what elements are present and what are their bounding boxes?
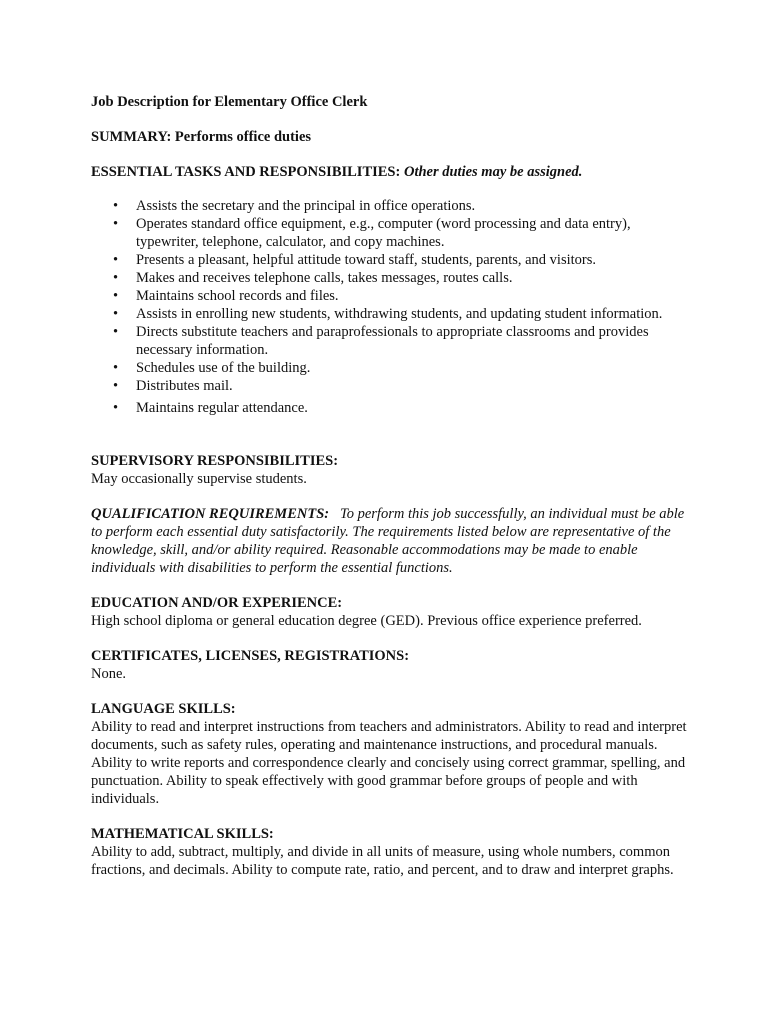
- bullet-icon: •: [113, 198, 119, 214]
- list-item: [91, 323, 691, 359]
- task-text: Assists in enrolling new students, withdrawing students, and updating student information.: [136, 306, 663, 322]
- qualification-heading: QUALIFICATION REQUIREMENTS:: [91, 506, 330, 522]
- education-heading: EDUCATION AND/OR EXPERIENCE:: [91, 595, 343, 611]
- mathematical-text: Ability to add, subtract, multiply, and divide in all units of measure, using whole numbers, common fractions, and decimals. Ability to compute rate, ratio, and percent, and to draw and interpret graphs.: [91, 844, 674, 878]
- essential-note: Other duties may be assigned.: [403, 164, 583, 180]
- bullet-icon: •: [113, 400, 119, 416]
- bullet-icon: •: [113, 306, 119, 322]
- document-title: Job Description for Elementary Office Clerk: [91, 94, 368, 110]
- list-item: [91, 377, 691, 395]
- list-item: [91, 269, 691, 287]
- task-text: Makes and receives telephone calls, takes messages, routes calls.: [136, 270, 513, 286]
- education-section: [91, 594, 691, 630]
- document-content: [91, 93, 691, 879]
- list-item: [91, 305, 691, 323]
- qualification-section: [91, 505, 691, 577]
- summary-line: SUMMARY: Performs office duties: [91, 129, 312, 145]
- list-item: [91, 215, 691, 251]
- task-text: Schedules use of the building.: [136, 360, 311, 376]
- education-text: High school diploma or general education degree (GED). Previous office experience preferred.: [91, 613, 642, 629]
- bullet-icon: •: [113, 270, 119, 286]
- bullet-icon: •: [113, 360, 119, 376]
- bullet-icon: •: [113, 324, 119, 340]
- essential-heading: ESSENTIAL TASKS AND RESPONSIBILITIES:: [91, 164, 401, 180]
- certificates-section: [91, 647, 691, 683]
- qualification-text: To perform this job successfully, an individual must be able to perform each essential duty satisfactorily. The requirements listed below are representative of the knowledge, skill, and/or ability required. Reasonable accommodations may be made to enable individuals with disabilities to perform the essential functions.: [91, 506, 685, 576]
- task-text: Maintains regular attendance.: [136, 400, 308, 416]
- bullet-icon: •: [113, 288, 119, 304]
- qualification-paragraph: [91, 505, 691, 577]
- language-heading: LANGUAGE SKILLS:: [91, 701, 236, 717]
- mathematical-heading: MATHEMATICAL SKILLS:: [91, 826, 274, 842]
- task-text: Presents a pleasant, helpful attitude toward staff, students, parents, and visitors.: [136, 252, 597, 268]
- bullet-icon: •: [113, 216, 119, 232]
- task-text: Maintains school records and files.: [136, 288, 339, 304]
- list-item: [91, 287, 691, 305]
- mathematical-section: [91, 825, 691, 879]
- task-text: Distributes mail.: [136, 378, 233, 394]
- supervisory-text: May occasionally supervise students.: [91, 471, 307, 487]
- essential-heading-line: [91, 163, 691, 181]
- list-item: [91, 359, 691, 377]
- certificates-heading: CERTIFICATES, LICENSES, REGISTRATIONS:: [91, 648, 410, 664]
- supervisory-heading: SUPERVISORY RESPONSIBILITIES:: [91, 453, 339, 469]
- language-text: Ability to read and interpret instructions from teachers and administrators. Ability to read and interpret documents, such as safety rules, operating and maintenance instructions, and procedural manuals. Ability to write reports and correspondence clearly and concisely using correct grammar, spelling, and punctuation. Ability to speak effectively with good grammar before groups of people and with individuals.: [91, 719, 687, 807]
- certificates-text: None.: [91, 666, 127, 682]
- task-text: Assists the secretary and the principal in office operations.: [136, 198, 476, 214]
- list-item: [91, 399, 691, 417]
- list-item: [91, 197, 691, 215]
- task-text: Directs substitute teachers and paraprofessionals to appropriate classrooms and provides necessary information.: [136, 324, 649, 358]
- task-text: Operates standard office equipment, e.g., computer (word processing and data entry), typewriter, telephone, calculator, and copy machines.: [136, 216, 631, 250]
- task-list: [91, 197, 691, 417]
- bullet-icon: •: [113, 252, 119, 268]
- bullet-icon: •: [113, 378, 119, 394]
- list-item: [91, 251, 691, 269]
- supervisory-section: [91, 452, 691, 488]
- language-section: [91, 700, 691, 808]
